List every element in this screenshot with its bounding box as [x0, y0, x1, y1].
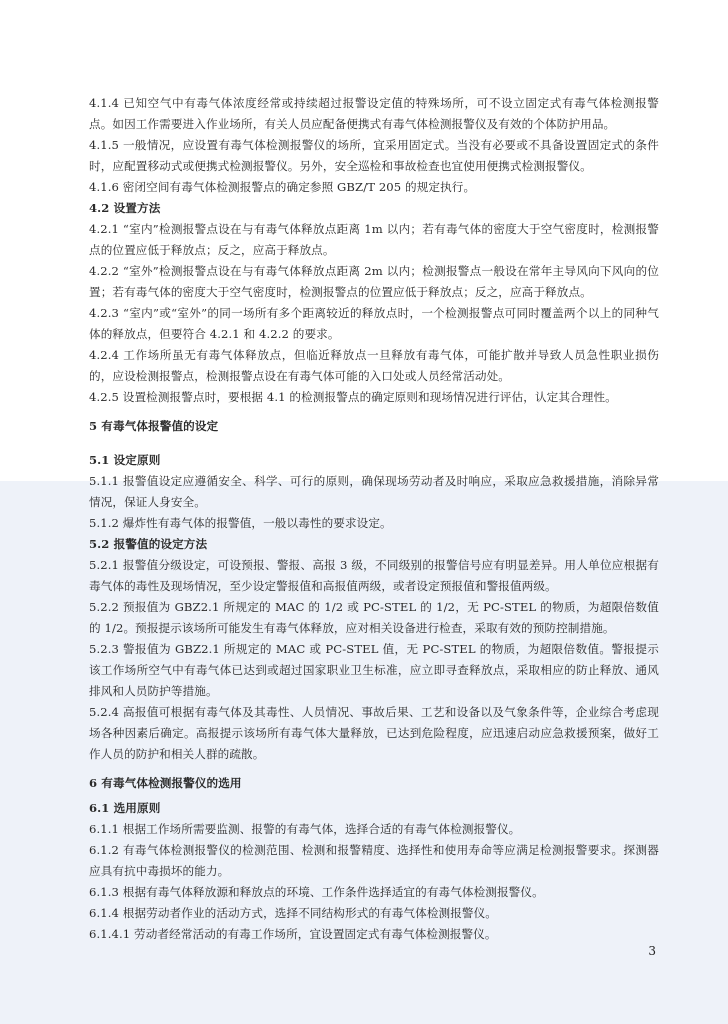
- clause-5-1-2: 5.1.2 爆炸性有毒气体的报警值，一般以毒性的要求设定。: [89, 516, 392, 530]
- heading-5-2: 5.2 报警值的设定方法: [89, 537, 208, 551]
- clause-6-1-4-1: 6.1.4.1 劳动者经常活动的有毒工作场所，宜设置固定式有毒气体检测报警仪。: [89, 927, 497, 941]
- clause-6-1-3: 6.1.3 根据有毒气体释放源和释放点的环境、工作条件选择适宜的有毒气体检测报警仪。: [89, 885, 544, 899]
- document-body: [89, 93, 659, 945]
- clause-4-2-3: 4.2.3 “室内”或“室外”的同一场所有多个距离较近的释放点时，一个检测报警点可同时覆盖两个以上的同种气体的释放点，但要符合 4.2.1 和 4.2.2 的要求。: [89, 306, 659, 341]
- clause-6-1-2: 6.1.2 有毒气体检测报警仪的检测范围、检测和报警精度、选择性和使用寿命等应满足检测报警要求。探测器应具有抗中毒损坏的能力。: [89, 843, 659, 878]
- clause-4-2-1: 4.2.1 “室内”检测报警点设在与有毒气体释放点距离 1m 以内；若有毒气体的密度大于空气密度时，检测报警点的位置应低于释放点；反之，应高于释放点。: [89, 222, 659, 257]
- clause-4-1-4: 4.1.4 已知空气中有毒气体浓度经常或持续超过报警设定值的特殊场所，可不设立固定式有毒气体检测报警点。如因工作需要进入作业场所，有关人员应配备便携式有毒气体检测报警仪及有效的个体防护用品。: [89, 96, 659, 131]
- clause-5-2-2: 5.2.2 预报值为 GBZ2.1 所规定的 MAC 的 1/2 或 PC-STEL 的 1/2，无 PC-STEL 的物质，为超限倍数值的 1/2。预报提示该场所可能发生有毒气体释放，应对相关设备进行检查，采取有效的预防控制措施。: [89, 600, 659, 635]
- page-number: 3: [648, 944, 656, 958]
- clause-4-2-2: 4.2.2 “室外”检测报警点设在与有毒气体释放点距离 2m 以内；检测报警点一般设在常年主导风向下风向的位置；若有毒气体的密度大于空气密度时，检测报警点的位置应低于释放点；反之，应高于释放点。: [89, 264, 659, 299]
- clause-4-2-4: 4.2.4 工作场所虽无有毒气体释放点，但临近释放点一旦释放有毒气体，可能扩散并导致人员急性职业损伤的，应设检测报警点，检测报警点设在有毒气体可能的入口处或人员经常活动处。: [89, 348, 659, 383]
- clause-5-2-4: 5.2.4 高报值可根据有毒气体及其毒性、人员情况、事故后果、工艺和设备以及气象条件等，企业综合考虑现场各种因素后确定。高报提示该场所有毒气体大量释放，已达到危险程度，应迅速启动应急救援预案，做好工作人员的防护和相关人群的疏散。: [89, 705, 659, 761]
- clause-5-2-3: 5.2.3 警报值为 GBZ2.1 所规定的 MAC 或 PC-STEL 值，无 PC-STEL 的物质，为超限倍数值。警报提示该工作场所空气中有毒气体已达到或超过国家职业卫生标准，应立即寻查释放点，采取相应的防止释放、通风排风和人员防护等措施。: [89, 642, 659, 698]
- clause-6-1-4: 6.1.4 根据劳动者作业的活动方式，选择不同结构形式的有毒气体检测报警仪。: [89, 906, 497, 920]
- heading-5-1: 5.1 设定原则: [89, 453, 161, 467]
- clause-4-2-5: 4.2.5 设置检测报警点时，要根据 4.1 的检测报警点的确定原则和现场情况进行评估，认定其合理性。: [89, 390, 617, 404]
- clause-5-1-1: 5.1.1 报警值设定应遵循安全、科学、可行的原则，确保现场劳动者及时响应，采取应急救援措施，消除异常情况，保证人身安全。: [89, 474, 659, 509]
- spacer: [89, 441, 659, 450]
- clause-6-1-1: 6.1.1 根据工作场所需要监测、报警的有毒气体，选择合适的有毒气体检测报警仪。: [89, 822, 521, 836]
- clause-4-1-6: 4.1.6 密闭空间有毒气体检测报警点的确定参照 GBZ/T 205 的规定执行。: [89, 180, 476, 194]
- clause-4-1-5: 4.1.5 一般情况，应设置有毒气体检测报警仪的场所，宜采用固定式。当没有必要或不具备设置固定式的条件时，应配置移动式或便携式检测报警仪。另外，安全巡检和事故检查也宜使用便携式检测报警仪。: [89, 138, 659, 173]
- section-6-title: 6 有毒气体检测报警仪的选用: [89, 776, 242, 790]
- heading-6-1: 6.1 选用原则: [89, 801, 161, 815]
- heading-4-2: 4.2 设置方法: [89, 201, 161, 215]
- section-5-title: 5 有毒气体报警值的设定: [89, 419, 219, 433]
- clause-5-2-1: 5.2.1 报警值分级设定，可设预报、警报、高报 3 级，不同级别的报警信号应有明显差异。用人单位应根据有毒气体的毒性及现场情况，至少设定警报值和高报值两级，或者设定预报值和警报值两级。: [89, 558, 659, 593]
